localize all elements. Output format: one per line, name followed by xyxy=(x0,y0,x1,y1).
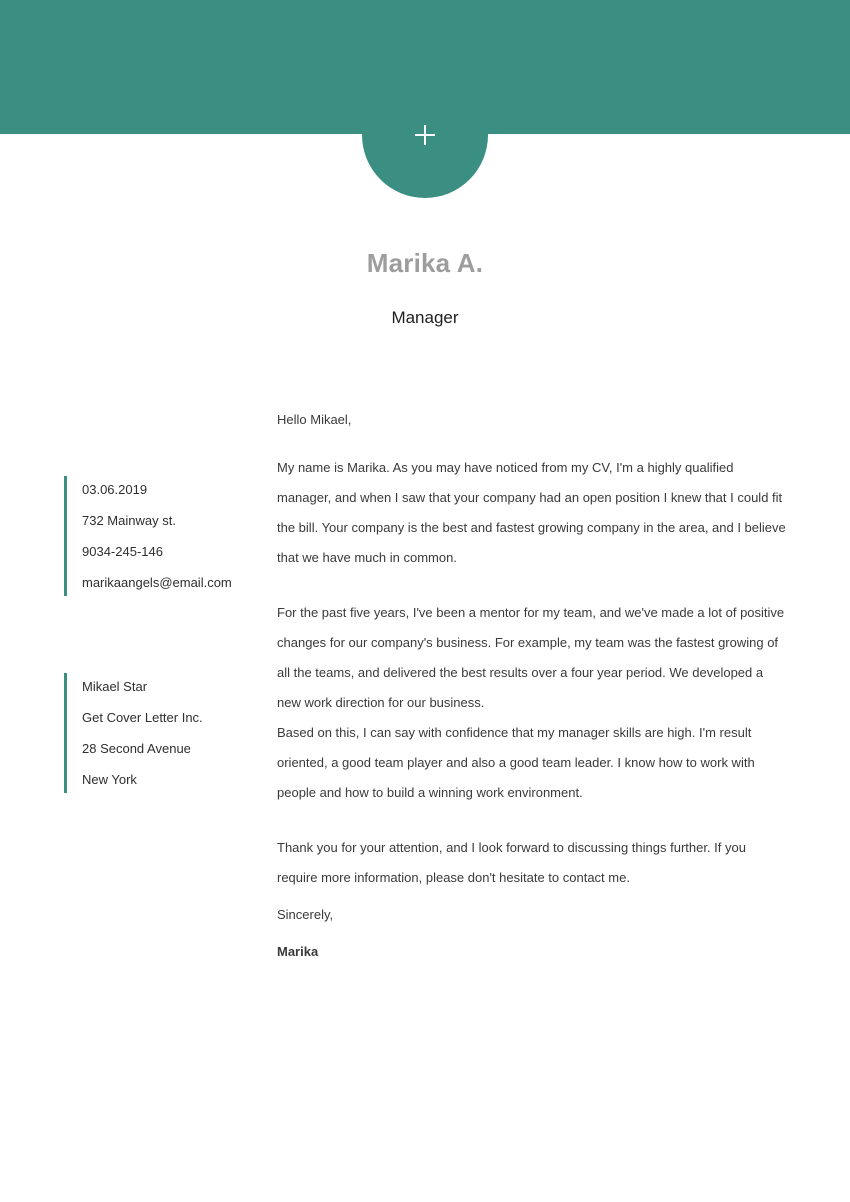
list-item: Mikael Star xyxy=(82,679,148,694)
paragraph-3: Based on this, I can say with confidence that my manager skills are high. I'm result oriented, a good team player and also a good team leader. I know how to work with people and how to build a winning work environment. xyxy=(277,725,755,800)
list-item: 732 Mainway st. xyxy=(82,513,176,528)
paragraph-4: Thank you for your attention, and I look forward to discussing things further. If you require more information, please don't hesitate to contact me. xyxy=(277,840,746,885)
paragraph-2: For the past five years, I've been a mentor for my team, and we've made a lot of positive changes for our company's business. For example, my team was the fastest growing of all the teams, and delivered the best results over a four year period. We developed a new work direction for our business. xyxy=(277,605,785,710)
signature: Marika xyxy=(277,944,319,959)
sender-info-block xyxy=(64,474,254,598)
sidebar xyxy=(64,474,254,795)
list-item: Get Cover Letter Inc. xyxy=(82,710,203,725)
list-item: 28 Second Avenue xyxy=(82,741,191,756)
list-item: 03.06.2019 xyxy=(82,482,148,497)
letter-body xyxy=(277,405,787,967)
list-item: 9034-245-146 xyxy=(82,544,163,559)
page-title: Marika A. xyxy=(366,248,484,278)
job-title: Manager xyxy=(391,308,459,327)
salutation: Hello Mikael, xyxy=(277,412,352,427)
accent-bar xyxy=(64,673,67,793)
list-item: New York xyxy=(82,772,137,787)
closing-line: Sincerely, xyxy=(277,907,334,922)
paragraph-1: My name is Marika. As you may have noticed from my CV, I'm a highly qualified manager, and when I saw that your company had an open position I knew that I could fit the bill. Your company is the best and fastest growing company in the area, and I believe that we have much in common. xyxy=(277,460,786,565)
list-item: marikaangels@email.com xyxy=(82,575,232,590)
plus-icon[interactable] xyxy=(415,125,435,145)
recipient-info-block xyxy=(64,671,254,795)
accent-bar xyxy=(64,476,67,596)
